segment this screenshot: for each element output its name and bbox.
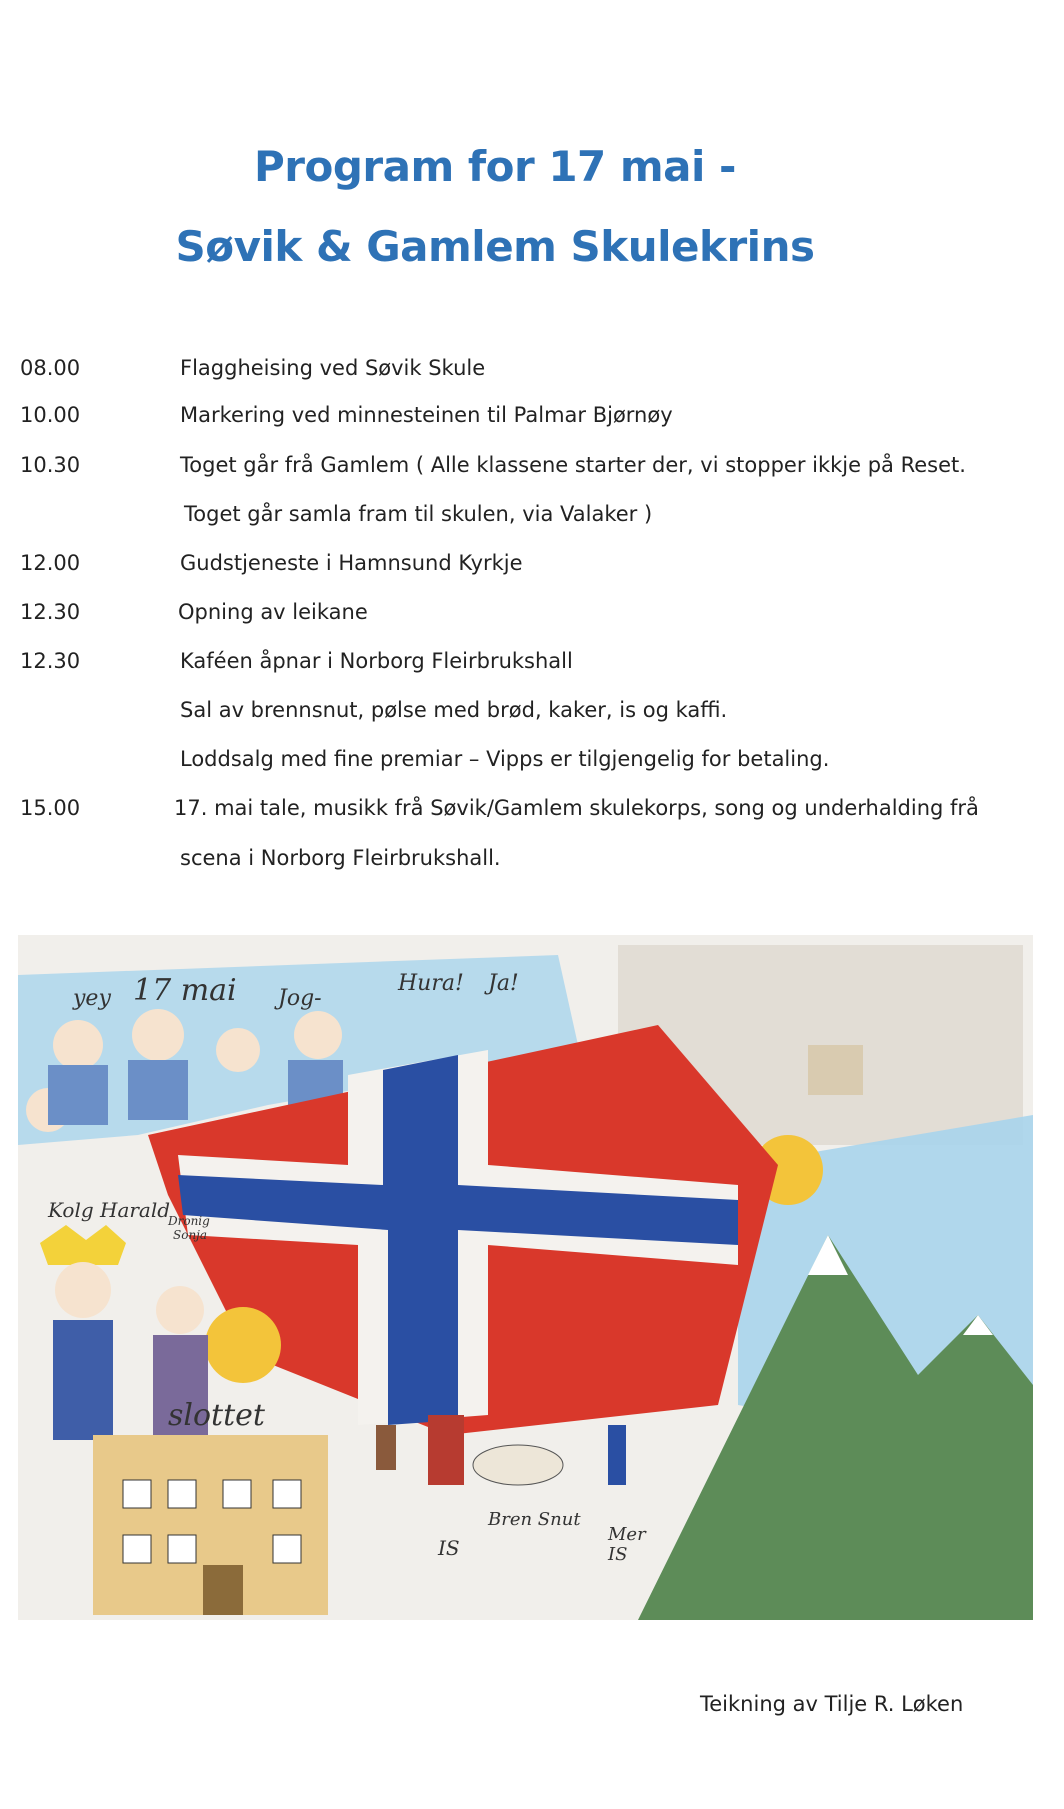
schedule-row (0, 453, 1064, 483)
schedule-text: Loddsalg med fine premiar – Vipps er tilgjengelig for betaling. (180, 747, 830, 771)
sun-left (205, 1307, 281, 1383)
schedule-time: 12.30 (20, 600, 81, 624)
label-dronning: Dronig (168, 1214, 210, 1228)
schedule-text: Kaféen åpnar i Norborg Fleirbrukshall (180, 649, 573, 673)
classroom-desk (808, 1045, 863, 1095)
label-slottet: slottet (168, 1398, 265, 1433)
page-title-line-2: Søvik & Gamlem Skulekrins (175, 222, 815, 271)
schedule-text: Opning av leikane (178, 600, 368, 624)
schedule-row (0, 698, 1064, 728)
crayon-drawing (18, 935, 1033, 1620)
label-17-mai: 17 mai (133, 973, 237, 1008)
label-brensnut: Bren Snut (488, 1509, 581, 1530)
schedule-time: 12.30 (20, 649, 81, 673)
label-kong-harald: Kolg Harald (48, 1198, 171, 1222)
schedule-row (0, 747, 1064, 777)
schedule-text: Flaggheising ved Søvik Skule (180, 356, 486, 380)
label-sonja: Sonja (173, 1228, 208, 1242)
schedule-time: 15.00 (20, 796, 81, 820)
schedule-text: Sal av brennsnut, pølse med brød, kaker, is og kaffi. (180, 698, 728, 722)
schedule-row (0, 502, 1064, 532)
castle (93, 1435, 328, 1615)
schedule-row (0, 600, 1064, 630)
schedule-time: 10.30 (20, 453, 81, 477)
schedule-text: Toget går samla fram til skulen, via Valaker ) (184, 502, 653, 526)
schedule-row (0, 846, 1064, 876)
page-title-line-1: Program for 17 mai - (254, 142, 736, 191)
schedule-text: Markering ved minnesteinen til Palmar Bjørnøy (180, 403, 673, 427)
schedule-row (0, 356, 1064, 386)
schedule-text: 17. mai tale, musikk frå Søvik/Gamlem skulekorps, song og underhalding frå (174, 796, 979, 820)
schedule-time: 10.00 (20, 403, 81, 427)
schedule-row (0, 551, 1064, 581)
label-jog: Jog- (278, 986, 322, 1011)
label-ja: Ja! (488, 971, 519, 996)
label-mer: Mer (608, 1524, 646, 1545)
label-mer-is: IS (608, 1544, 628, 1565)
schedule-text: Gudstjeneste i Hamnsund Kyrkje (180, 551, 523, 575)
schedule-row (0, 403, 1064, 433)
schedule-row (0, 796, 1064, 826)
schedule-time: 08.00 (20, 356, 81, 380)
schedule-text: scena i Norborg Fleirbrukshall. (180, 846, 501, 870)
label-yey: yey (73, 986, 111, 1011)
schedule-row (0, 649, 1064, 679)
drawing-credit: Teikning av Tilje R. Løken (700, 1692, 964, 1716)
label-is: IS (438, 1536, 460, 1560)
label-hura: Hura! (398, 971, 464, 996)
schedule-time: 12.00 (20, 551, 81, 575)
schedule-text: Toget går frå Gamlem ( Alle klassene starter der, vi stopper ikkje på Reset. (180, 453, 966, 477)
